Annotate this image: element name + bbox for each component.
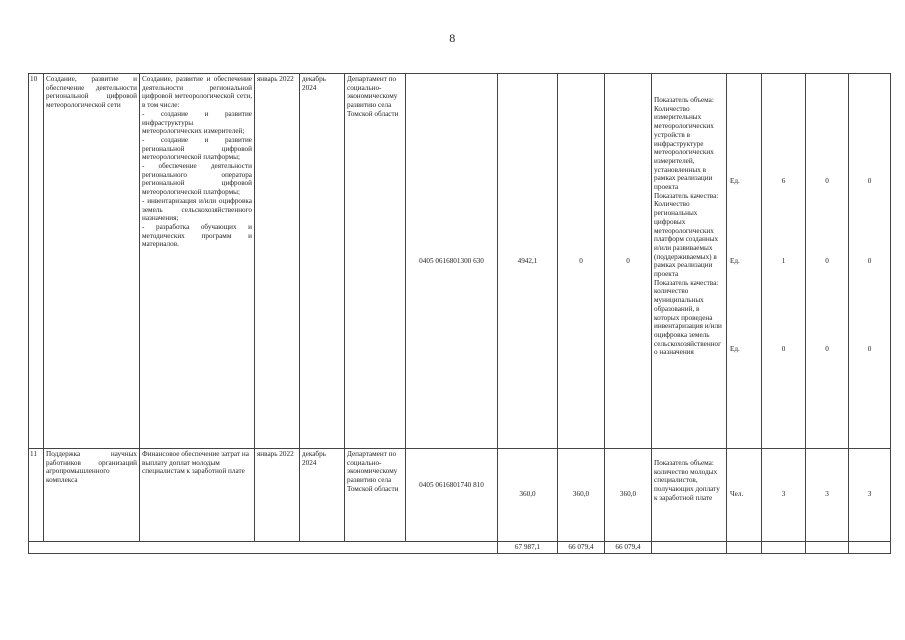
- empty-cell: [849, 542, 891, 554]
- indicators-cell: [652, 74, 727, 449]
- funding-year-1: 4942,1: [498, 74, 558, 449]
- measure-description: Финансовое обеспечение затрат на выплату доплат молодым специалистам к заработной плате: [140, 449, 255, 542]
- indicator-value-year-2: [806, 74, 849, 449]
- totals-label-cell: [29, 542, 498, 554]
- funding-year-2: 0: [558, 74, 605, 449]
- indicator-value: 3: [849, 449, 891, 542]
- row-number: 11: [29, 449, 44, 541]
- row-number-and-name: [29, 449, 140, 542]
- indicator-text: Показатель объема: количество молодых специалистов, получающих доплату к заработной плате: [652, 449, 727, 542]
- indicator-unit: Ед.: [730, 257, 740, 265]
- budget-code: 0405 0616801300 630: [406, 74, 498, 449]
- funding-year-3: 0: [605, 74, 652, 449]
- row-number-and-name: [29, 74, 140, 449]
- end-date: декабрь 2024: [300, 74, 345, 449]
- empty-cell: [652, 542, 727, 554]
- funding-year-1: 360,0: [498, 449, 558, 542]
- indicator-unit: Ед.: [730, 345, 740, 353]
- row-number: 10: [29, 74, 44, 448]
- funding-year-2: 360,0: [558, 449, 605, 542]
- page-number: 8: [449, 31, 456, 45]
- budget-code: 0405 0616801740 810: [406, 449, 498, 542]
- indicator-value: 3: [806, 449, 849, 542]
- measure-name: Создание, развитие и обеспечение деятельности региональной цифровой метеорологической сети: [46, 75, 137, 110]
- indicator-text: Показатель качества: Количество региональных цифровых метеорологических платформ созданных и/или развиваемых (поддерживаемых) в рамках реализации проекта: [654, 191, 719, 279]
- measure-name: Поддержка научных работников организаций агропромышленного комплекса: [46, 450, 137, 485]
- indicator-text: Показатель объема: Количество измерительных метеорологических устройств в инфраструктуре метеорологических измерителей, установленных в рамках реализации проекта: [654, 96, 714, 192]
- indicator-value: 0: [781, 345, 786, 353]
- table-row: [29, 74, 891, 449]
- indicator-unit: Ед.: [730, 177, 740, 185]
- executor: Департамент по социально-экономическому развитию села Томской области: [345, 449, 406, 542]
- empty-cell: [806, 542, 849, 554]
- indicator-value-year-3: [849, 74, 891, 449]
- table-row: [29, 449, 891, 542]
- empty-cell: [762, 542, 806, 554]
- indicator-value: 0: [825, 177, 829, 185]
- indicator-value: 0: [867, 345, 872, 353]
- total-year-3: 66 079,4: [605, 542, 652, 554]
- executor: Департамент по социально-экономическому развитию села Томской области: [345, 74, 406, 449]
- indicator-text: Показатель качества: количество муниципальных образований, в которых проведена инвентаризация и/или оцифровка земель сельскохозяйственного назначения: [654, 278, 722, 357]
- indicator-unit: Чел.: [727, 449, 762, 542]
- indicator-value: 0: [825, 257, 829, 265]
- end-date: декабрь 2024: [300, 449, 345, 542]
- indicator-value: 1: [781, 257, 786, 265]
- measures-table: [28, 73, 880, 554]
- start-date: январь 2022: [255, 74, 300, 449]
- total-year-1: 67 987,1: [498, 542, 558, 554]
- empty-cell: [727, 542, 762, 554]
- measure-description: Создание, развитие и обеспечение деятельности региональной цифровой метеорологической сети, в том числе: - создание и развитие инфраструктуры метеорологических измерителей; - создание и развитие региональной цифровой метеорологической платформы; - обеспечение деятельности регионального оператора региональной цифровой метеорологической платформы; - инвентаризация и/или оцифровка земель сельскохозяйственного назначения; - разработка обучающих и методических программ и материалов.: [140, 74, 255, 449]
- totals-row: [29, 542, 891, 554]
- indicator-value: 3: [762, 449, 806, 542]
- funding-year-3: 360,0: [605, 449, 652, 542]
- start-date: январь 2022: [255, 449, 300, 542]
- unit-cell: [727, 74, 762, 449]
- indicator-value: 0: [867, 257, 872, 265]
- indicator-value: 0: [825, 345, 829, 353]
- indicator-value: 0: [867, 177, 872, 185]
- indicator-value-year-1: [762, 74, 806, 449]
- total-year-2: 66 079,4: [558, 542, 605, 554]
- indicator-value: 6: [781, 177, 786, 185]
